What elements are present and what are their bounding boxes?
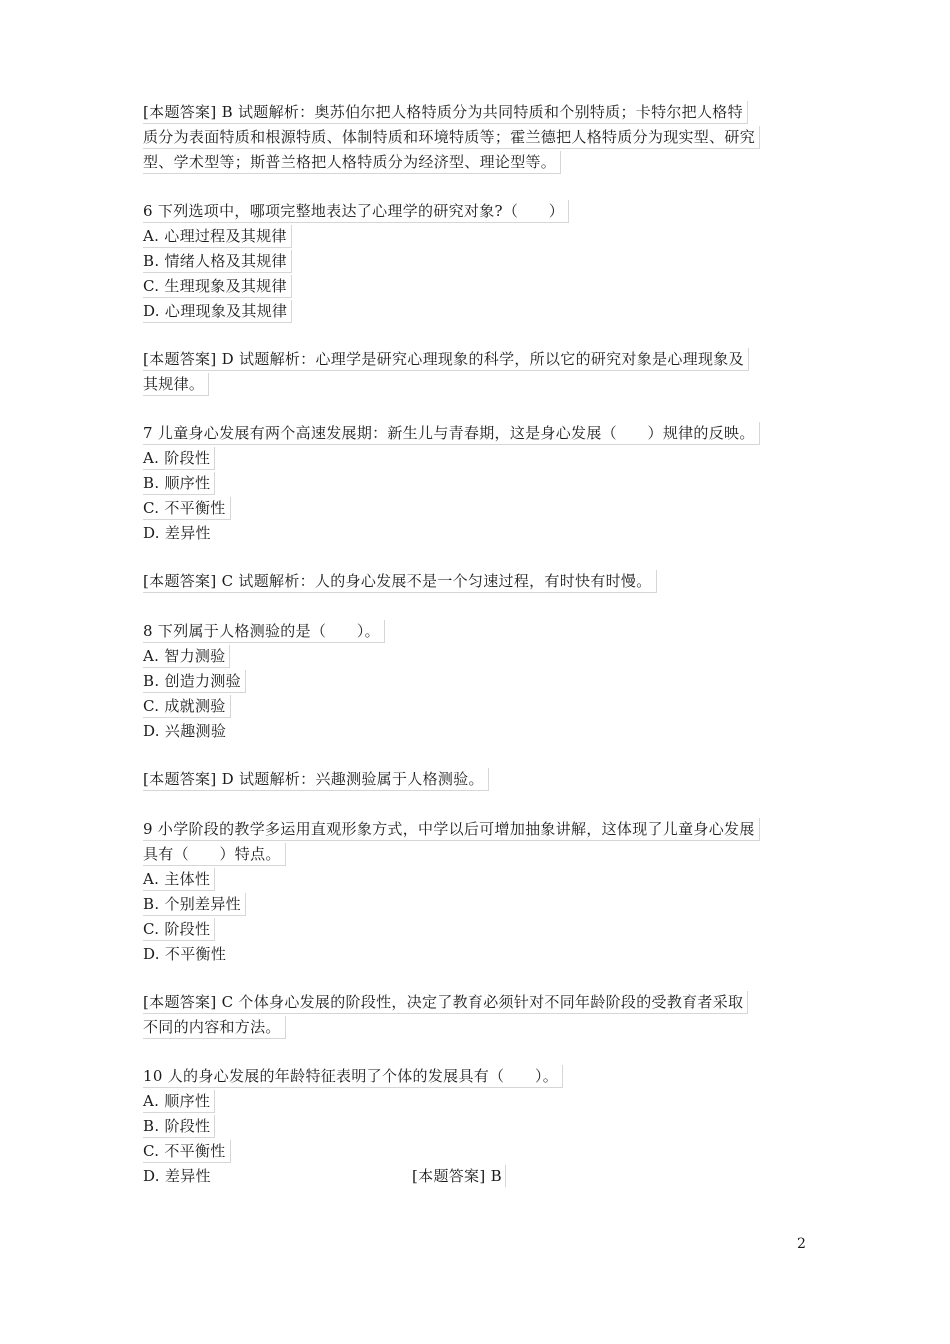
option-line: A. 阶段性 (143, 447, 215, 470)
inline-answer: [本题答案] B (412, 1165, 506, 1187)
question-line: 具有（ ）特点。 (143, 843, 286, 866)
answer-line: [本题答案] D 试题解析：兴趣测验属于人格测验。 (143, 768, 489, 791)
question-line: 7 儿童身心发展有两个高速发展期：新生儿与青春期，这是身心发展（ ）规律的反映。 (143, 422, 760, 445)
answer-line: 其规律。 (143, 373, 209, 396)
option-line: D. 不平衡性 (143, 945, 227, 963)
option-line: B. 顺序性 (143, 472, 215, 495)
option-line: A. 心理过程及其规律 (143, 225, 292, 248)
option-line: D. 差异性 (143, 1167, 211, 1185)
answer-line: [本题答案] C 个体身心发展的阶段性，决定了教育必须针对不同年龄阶段的受教育者采取 (143, 991, 748, 1014)
option-line: D. 差异性 (143, 524, 211, 542)
option-line: C. 生理现象及其规律 (143, 275, 292, 298)
answer-line: [本题答案] C 试题解析：人的身心发展不是一个匀速过程，有时快有时慢。 (143, 570, 657, 593)
option-line: C. 不平衡性 (143, 497, 231, 520)
option-line: C. 阶段性 (143, 918, 215, 941)
option-line: B. 情绪人格及其规律 (143, 250, 292, 273)
question-line: 9 小学阶段的教学多运用直观形象方式，中学以后可增加抽象讲解，这体现了儿童身心发展 (143, 818, 760, 841)
option-line: D. 心理现象及其规律 (143, 300, 292, 323)
answer-line: 不同的内容和方法。 (143, 1016, 286, 1039)
option-line: D. 兴趣测验 (143, 722, 227, 740)
page-number: 2 (797, 1236, 806, 1252)
option-line: C. 不平衡性 (143, 1140, 231, 1163)
answer-line: 型、学术型等；斯普兰格把人格特质分为经济型、理论型等。 (143, 151, 561, 174)
option-line: C. 成就测验 (143, 695, 231, 718)
question-line: 8 下列属于人格测验的是（ ）。 (143, 620, 385, 643)
option-line: A. 顺序性 (143, 1090, 215, 1113)
option-line: B. 创造力测验 (143, 670, 246, 693)
question-line: 10 人的身心发展的年龄特征表明了个体的发展具有（ ）。 (143, 1065, 563, 1088)
question-line: 6 下列选项中，哪项完整地表达了心理学的研究对象?（ ） (143, 200, 569, 223)
option-line: A. 智力测验 (143, 645, 230, 668)
option-line: B. 阶段性 (143, 1115, 215, 1138)
answer-line: [本题答案] D 试题解析：心理学是研究心理现象的科学，所以它的研究对象是心理现象及 (143, 348, 749, 371)
answer-line: 质分为表面特质和根源特质、体制特质和环境特质等；霍兰德把人格特质分为现实型、研究 (143, 126, 760, 149)
answer-line: [本题答案] B 试题解析：奥苏伯尔把人格特质分为共同特质和个别特质；卡特尔把人格特 (143, 101, 748, 124)
option-line: A. 主体性 (143, 868, 215, 891)
option-line: B. 个别差异性 (143, 893, 246, 916)
